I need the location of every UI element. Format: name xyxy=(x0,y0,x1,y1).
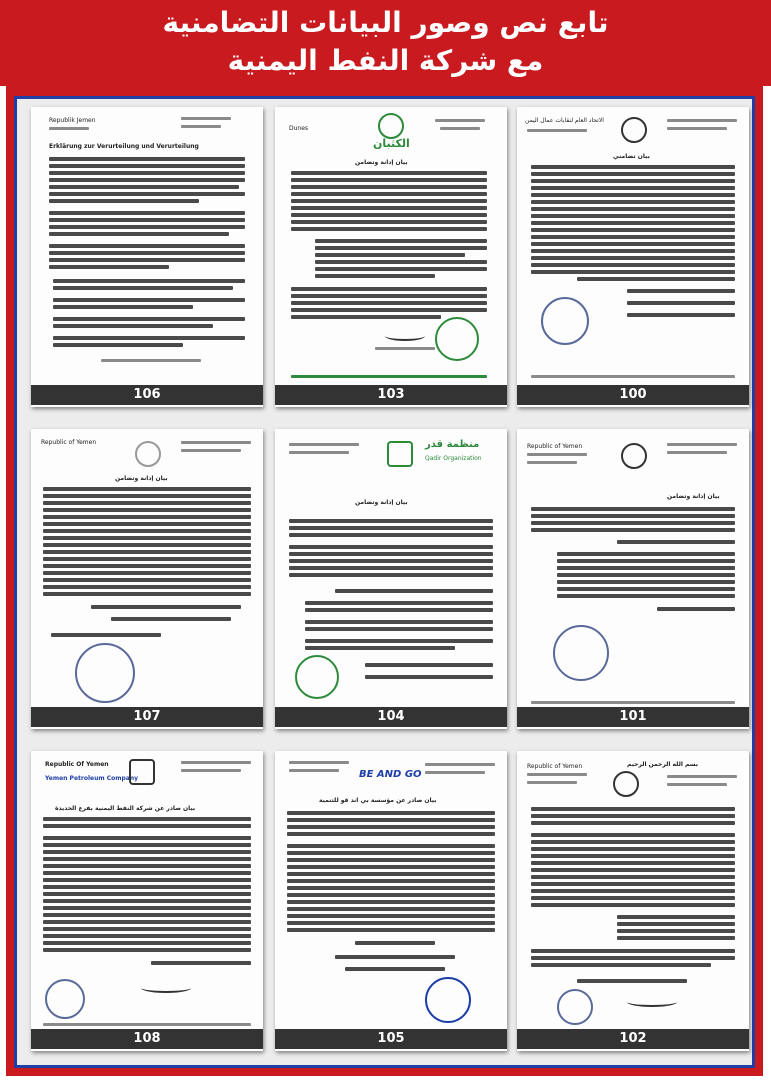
beandgo-logo: BE AND GO xyxy=(359,769,422,780)
doc-org: Republic of Yemen xyxy=(41,439,97,446)
doc-number: 103 xyxy=(275,385,507,405)
stamp xyxy=(541,297,589,345)
document-105[interactable] xyxy=(275,751,507,1051)
documents-grid xyxy=(14,96,755,1068)
doc-number: 106 xyxy=(31,385,263,405)
document-102[interactable] xyxy=(517,751,749,1051)
doc-org: Republic of Yemen xyxy=(527,763,583,770)
doc-heading: Erklärung zur Verurteilung und Verurteilung xyxy=(49,143,199,150)
doc-heading: بيان إدانة وتضامن xyxy=(667,493,720,500)
stamp xyxy=(75,643,135,703)
doc-number: 104 xyxy=(275,707,507,727)
stamp xyxy=(553,625,609,681)
doc-heading: بسم الله الرحمن الرحيم xyxy=(627,761,699,768)
emblem-icon xyxy=(621,443,647,469)
dunes-logo-ar: الكثبان xyxy=(373,137,410,150)
document-104[interactable] xyxy=(275,429,507,729)
document-106[interactable] xyxy=(31,107,263,407)
doc-org: Republic of Yemen xyxy=(527,443,583,450)
stamp xyxy=(435,317,479,361)
emblem-icon xyxy=(613,771,639,797)
doc-org: الاتحاد العام لنقابات عمال اليمن xyxy=(525,117,604,124)
emblem-icon xyxy=(135,441,161,467)
doc-heading: بيان إدانة وتضامن xyxy=(115,475,168,482)
stamp xyxy=(295,655,339,699)
doc-number: 101 xyxy=(517,707,749,727)
doc-org: Republic Of Yemen xyxy=(45,761,109,768)
doc-org: Republik Jemen xyxy=(49,117,96,124)
doc-heading: بيان صادر عن مؤسسة بي اند قو للتنمية xyxy=(319,797,437,804)
document-100[interactable] xyxy=(517,107,749,407)
header-title-line1: تابع نص وصور البيانات التضامنية xyxy=(162,6,609,39)
doc-org-en: Dunes xyxy=(289,125,309,132)
document-107[interactable] xyxy=(31,429,263,729)
document-103[interactable] xyxy=(275,107,507,407)
qadir-logo-en: Qadir Organization xyxy=(425,455,482,462)
document-101[interactable] xyxy=(517,429,749,729)
red-frame xyxy=(6,86,763,1076)
dunes-logo-icon xyxy=(378,113,404,139)
doc-number: 108 xyxy=(31,1029,263,1049)
document-108[interactable] xyxy=(31,751,263,1051)
doc-heading: بيان إدانة وتضامن xyxy=(355,159,408,166)
doc-number: 102 xyxy=(517,1029,749,1049)
doc-number: 105 xyxy=(275,1029,507,1049)
ypc-logo-icon xyxy=(129,759,155,785)
stamp xyxy=(557,989,593,1025)
qadir-logo-icon xyxy=(387,441,413,467)
doc-number: 107 xyxy=(31,707,263,727)
doc-heading: بيان صادر عن شركة النفط اليمنية بفرع الحديدة xyxy=(55,805,196,812)
doc-heading: بيان تضامني xyxy=(613,153,650,160)
doc-org-sub: Yemen Petroleum Company xyxy=(45,775,139,782)
qadir-logo-ar: منظمة قدر xyxy=(425,439,480,450)
doc-heading: بيان إدانة وتضامن xyxy=(355,499,408,506)
emblem-icon xyxy=(621,117,647,143)
header-title-line2: مع شركة النفط اليمنية xyxy=(227,44,544,77)
header-banner xyxy=(0,0,771,86)
stamp xyxy=(425,977,471,1023)
stamp xyxy=(45,979,85,1019)
doc-number: 100 xyxy=(517,385,749,405)
